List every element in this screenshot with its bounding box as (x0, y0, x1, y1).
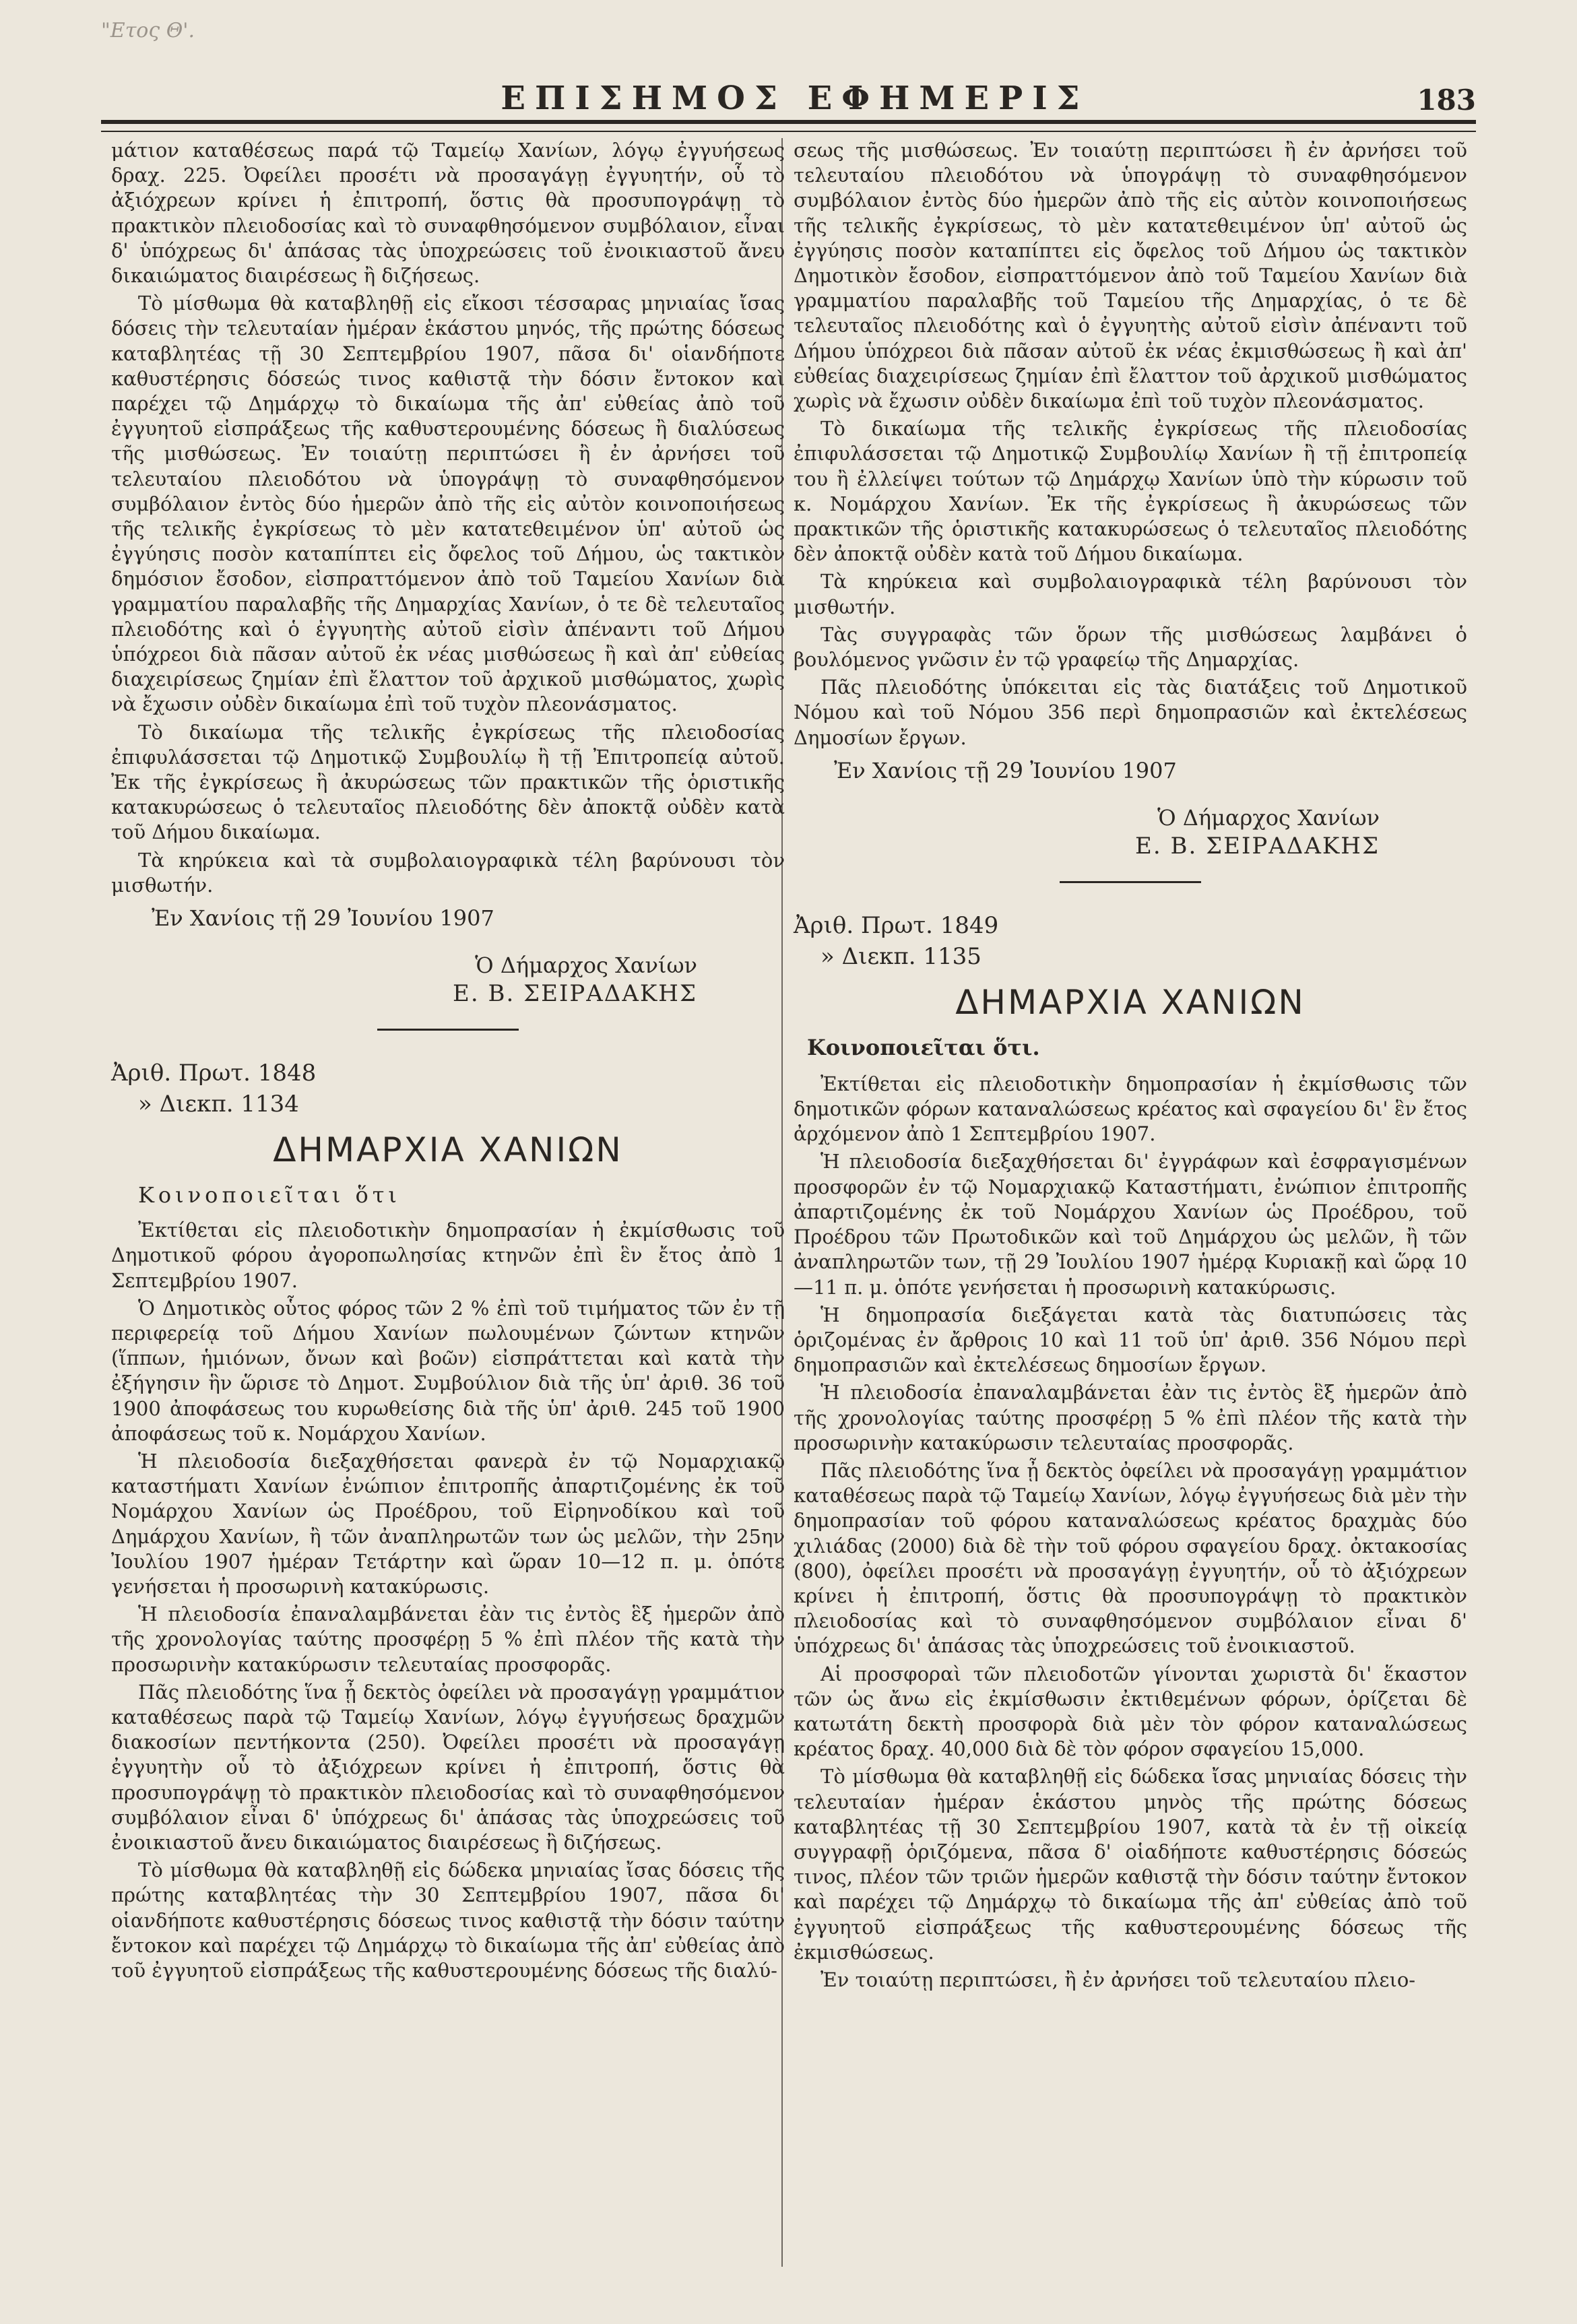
paragraph: Τὸ μίσθωμα θὰ καταβληθῇ εἰς δώδεκα ἴσας μηνιαίας δόσεις τὴν τελευταίαν ἡμέραν ἑκάστου μηνὸς τῆς πρώτης δόσεως καταβλητέας τῇ 30 Σεπτεμβρίου 1907, κατὰ τὰ ἐν τῇ οἰκείᾳ συγγραφῇ ὁριζόμενα, πᾶσα δ' οἱαδήποτε καθυστέρησις δόσεώς τινος, πλέον τῶν τριῶν ἡμερῶν καθιστᾷ τὴν δόσιν ταύτην ἔντοκον καὶ παρέχει τῷ Δημάρχῳ τὸ δικαίωμα τῆς ἀπ' εὐθείας ἀπὸ τοῦ ἐγγυητοῦ εἰσπράξεως τῆς καθυστερουμένης δόσεως τῆς ἐκμισθώσεως. (794, 1765, 1467, 1964)
notice-announcement: Κοινοποιεῖται ὅτι. (807, 1034, 1040, 1060)
paragraph: Τὸ μίσθωμα θὰ καταβληθῇ εἰς εἴκοσι τέσσαρας μηνιαίας ἴσας δόσεις τὴν τελευταίαν ἡμέραν ἑκάστου μηνός, τῆς πρώτης δόσεως καταβλητέας τῇ 30 Σεπτεμβρίου 1907, πᾶσα δι' οἱανδήποτε καθυστέρησις δόσεώς τινος καθιστᾷ τὴν δόσιν ἔντοκον καὶ παρέχει τῷ Δημάρχῳ τὸ δικαίωμα τῆς ἀπ' εὐθείας ἀπὸ τοῦ ἐγγυητοῦ εἰσπράξεως τῆς καθυστερουμένης δόσεως ἢ διαλύσεως τῆς μισθώσεως. Ἐν τοιαύτῃ περιπτώσει ἢ ἐν ἀρνήσει τοῦ τελευταίου πλειοδότου νὰ ὑπογράψῃ τὸ συναφθησόμενον συμβόλαιον ἐντὸς δύο ἡμερῶν ἀπὸ τῆς εἰς αὐτὸν κοινοποιήσεως τῆς τελικῆς ἐγκρίσεως τὸ μὲν κατατεθειμένον ὑπ' αὐτοῦ ὡς ἐγγύησις ποσὸν καταπίπτει εἰς ὄφελος τοῦ Δήμου, ὡς τακτικὸν δημόσιον ἔσοδον, εἰσπραττόμενον ἀπὸ τοῦ Ταμείου Χανίων διὰ γραμματίου παραλαβῆς τῆς Δημαρχίας Χανίων, ὁ τε δὲ τελευταῖος πλειοδότης καὶ ὁ ἐγγυητὴς αὐτοῦ εἰσὶν ἀπέναντι τοῦ Δήμου ὑπόχρεοι διὰ πᾶσαν αὐτοῦ ἐκ νέας μισθώσεως ἢ καὶ ἀπ' εὐθείας διαχειρίσεως ζημίαν ἐπὶ ἔλαττον τοῦ ἀρχικοῦ μισθώματος, χωρὶς νὰ ἔχωσιν οὐδὲν δικαίωμα ἐπὶ τοῦ τυχὸν πλεονάσματος. (111, 292, 785, 716)
signer-name: Ε. Β. ΣΕΙΡΑΔΑΚΗΣ (453, 980, 697, 1008)
right-column (794, 138, 1467, 1995)
signer-role: Ὁ Δήμαρχος Χανίων (475, 953, 697, 979)
paragraph: Ὁ Δημοτικὸς οὗτος φόρος τῶν 2 % ἐπὶ τοῦ τιμήματος τῶν ἐν τῇ περιφερείᾳ τοῦ Δήμου Χανίων πωλουμένων ζώντων κτηνῶν (ἵππων, ἡμιόνων, ὄνων καὶ βοῶν) εἰσπράττεται καὶ κατὰ τὴν ἐξήγησιν ἣν ὥρισε τὸ Δημοτ. Συμβούλιον διὰ τῆς ὑπ' ἀριθ. 36 τοῦ 1900 ἀποφάσεως του κυρωθείσης διὰ τῆς ὑπ' ἀριθ. 245 τοῦ 1900 ἀποφάσεως τοῦ κ. Νομάρχου Χανίων. (111, 1296, 785, 1445)
paragraph: Αἱ προσφοραὶ τῶν πλειοδοτῶν γίνονται χωριστὰ δι' ἕκαστον τῶν ὡς ἄνω εἰς ἐκμίσθωσιν ἐκτιθεμένων φόρων, ὁρίζεται δὲ κατωτάτη δεκτὴ προσφορὰ διὰ μὲν τὸν φόρον καταναλώσεως κρέατος δραχ. 40,000 διὰ δὲ τὸν φόρον σφαγείου 15,000. (794, 1662, 1467, 1761)
dateline: Ἐν Χανίοις τῇ 29 Ἰουνίου 1907 (834, 757, 1177, 783)
notice-heading: ΔΗΜΑΡΧΙΑ ΧΑΝΙΩΝ (955, 982, 1306, 1022)
running-head (0, 79, 1577, 120)
paragraph: Πᾶς πλειοδότης ὑπόκειται εἰς τὰς διατάξεις τοῦ Δημοτικοῦ Νόμου καὶ τοῦ Νόμου 356 περὶ δημοπρασιῶν καὶ ἐκτελέσεως Δημοσίων ἔργων. (794, 676, 1467, 749)
paragraph: Ἡ πλειοδοσία διεξαχθήσεται δι' ἐγγράφων καὶ ἐσφραγισμένων προσφορῶν ἐν τῷ Νομαρχιακῷ Καταστήματι, ἐνώπιον ἐπιτροπῆς ἀπαρτιζομένης ἐκ τοῦ Νομάρχου Χανίων ὡς Προέδρου, τοῦ Προέδρου τῶν Πρωτοδικῶν καὶ τοῦ Δημάρχου ὡς μελῶν, ἢ τῶν ἀναπληρωτῶν των, τῇ 29 Ἰουλίου 1907 ἡμέρᾳ Κυριακῇ καὶ ὥρᾳ 10—11 π. μ. ὁπότε γενήσεται ἡ προσωρινὴ κατακύρωσις. (794, 1150, 1467, 1299)
paragraph: Τὸ μίσθωμα θὰ καταβληθῇ εἰς δώδεκα μηνιαίας ἴσας δόσεις τῆς πρώτης καταβλητέας τὴν 30 Σεπτεμβρίου 1907, πᾶσα δι' οἱανδήποτε καθυστέρησις δόσεως τινος καθιστᾷ τὴν δόσιν ταύτην ἔντοκον καὶ παρέχει τῷ Δημάρχῳ τὸ δικαίωμα τῆς ἀπ' εὐθείας ἀπὸ τοῦ ἐγγυητοῦ εἰσπράξεως τῆς καθυστερουμένης δόσεως τῆς διαλύ- (111, 1859, 785, 1982)
signer-role: Ὁ Δήμαρχος Χανίων (1157, 804, 1380, 831)
signer-name: Ε. Β. ΣΕΙΡΑΔΑΚΗΣ (1135, 832, 1380, 860)
paragraph: Ἐν τοιαύτῃ περιπτώσει, ἢ ἐν ἀρνήσει τοῦ τελευταίου πλειο- (820, 1968, 1416, 1991)
paragraph: Πᾶς πλειοδότης ἵνα ᾖ δεκτὸς ὀφείλει νὰ προσαγάγῃ γραμμάτιον καταθέσεως παρὰ τῷ Ταμείῳ Χανίων, λόγῳ ἐγγυήσεως διὰ μὲν τὴν δημοπρασίαν τοῦ φόρου καταναλώσεως κρέατος δραχμὰς δύο χιλιάδας (2000) διὰ δὲ τὴν τοῦ φόρου σφαγείου δραχ. ὀκτακοσίας (800), ὀφείλει προσέτι νὰ προσαγάγῃ ἐγγυητήν, οὗ τὸ ἀξιόχρεων κρίνει ἡ ἐπιτροπή, ὅστις θὰ προσυπογράψῃ τὸ πρακτικὸν πλειοδοσίας καὶ τὸ συναφθησόμενον συμβόλαιον εἶναι δ' ὑπόχρεως δι' ἁπάσας τὰς ὑποχρεώσεις τοῦ ἐνοικιαστοῦ. (794, 1458, 1467, 1658)
paragraph: Ἡ πλειοδοσία ἐπαναλαμβάνεται ἐὰν τις ἐντὸς ἓξ ἡμερῶν ἀπὸ τῆς χρονολογίας ταύτης προσφέρῃ 5 % ἐπὶ πλέον τῆς κατὰ τὴν προσωρινὴν κατακύρωσιν τελευταίας προσφορᾶς. (111, 1603, 785, 1676)
paragraph: Τὰ κηρύκεια καὶ συμβολαιογραφικὰ τέλη βαρύνουσι τὸν μισθωτήν. (794, 570, 1467, 618)
notice-announcement: Κοινοποιεῖται ὅτι (138, 1182, 401, 1208)
notice-heading: ΔΗΜΑΡΧΙΑ ΧΑΝΙΩΝ (273, 1130, 623, 1170)
paragraph: Ἐκτίθεται εἰς πλειοδοτικὴν δημοπρασίαν ἡ ἐκμίσθωσις τοῦ Δημοτικοῦ φόρου ἀγοροπωλησίας κτηνῶν ἐπὶ ἓν ἔτος ἀπὸ 1 Σεπτεμβρίου 1907. (111, 1219, 785, 1292)
paragraph: μάτιον καταθέσεως παρά τῷ Ταμείῳ Χανίων, λόγῳ ἐγγυήσεως δραχ. 225. Ὀφείλει προσέτι νὰ προσαγάγῃ ἐγγυητήν, οὗ τὸ ἀξιόχρεων κρίνει ἡ ἐπιτροπή, ὅστις θὰ προσυπογράψῃ τὸ πρακτικὸν πλειοδοσίας καὶ τὸ συναφθησόμενον συμβόλαιον, εἶναι δ' ὑπόχρεως δι' ἁπάσας τὰς ὑποχρεώσεις τοῦ ἐνοικιαστοῦ ἄνευ δικαιώματος διαιρέσεως ἢ διζήσεως. (111, 139, 785, 288)
paragraph: Τὸ δικαίωμα τῆς τελικῆς ἐγκρίσεως τῆς πλειοδοσίας ἐπιφυλάσσεται τῷ Δημοτικῷ Συμβουλίῳ Χανίων ἢ τῇ ἐπιτροπείᾳ του ἢ ἐλλείψει τούτων τῷ Δημάρχῳ Χανίων ὑπὸ τὴν κύρωσιν τοῦ κ. Νομάρχου Χανίων. Ἐκ τῆς ἐγκρίσεως ἢ ἀκυρώσεως τῶν πρακτικῶν τῆς ὁριστικῆς κατακυρώσεως ὁ τελευταῖος πλειοδότης δὲν ἀποκτᾷ οὐδὲν κατὰ τοῦ Δήμου δικαίωμα. (794, 417, 1467, 566)
corner-note: "Ετος Θ'. (101, 19, 195, 42)
protocol-number: Ἀριθ. Πρωτ. 1848 (111, 1060, 317, 1087)
dateline: Ἐν Χανίοις τῇ 29 Ἰουνίου 1907 (152, 905, 494, 932)
paragraph: Ἐκτίθεται εἰς πλειοδοτικὴν δημοπρασίαν ἡ ἐκμίσθωσις τῶν δημοτικῶν φόρων καταναλώσεως κρέατος καὶ σφαγείου δι' ἓν ἔτος ἀρχόμενον ἀπὸ 1 Σεπτεμβρίου 1907. (794, 1072, 1467, 1146)
paragraph: Τὰς συγγραφὰς τῶν ὅρων τῆς μισθώσεως λαμβάνει ὁ βουλόμενος γνῶσιν ἐν τῷ γραφείῳ τῆς Δημαρχίας. (794, 622, 1467, 672)
dispatch-number: » Διεκπ. 1135 (820, 942, 981, 970)
newspaper-title: ΕΠΙΣΗΜΟΣ ΕΦΗΜΕΡΙΣ (501, 79, 1089, 117)
paragraph: Πᾶς πλειοδότης ἵνα ᾖ δεκτὸς ὀφείλει νὰ προσαγάγῃ γραμμάτιον καταθέσεως παρὰ τῷ Ταμείῳ Χανίων, λόγῳ ἐγγυήσεως δραχμῶν διακοσίων πεντήκοντα (250). Ὀφείλει προσέτι νὰ προσαγάγῃ ἐγγυητὴν οὗ τὸ ἀξιόχρεων κρίνει ἡ ἐπιτροπή, ὅστις θὰ προσυπογράψῃ τὸ πρακτικὸν πλειοδοσίας καὶ τὸ συναφθησόμενον συμβόλαιον εἶναι δ' ὑπόχρεως δι' ἁπάσας τὰς ὑποχρεώσεις τοῦ ἐνοικιαστοῦ ἄνευ δικαιώματος διαιρέσεως ἢ διζήσεως. (111, 1680, 785, 1854)
header-rule (101, 120, 1476, 132)
protocol-number: Ἀριθ. Πρωτ. 1849 (794, 911, 999, 939)
paragraph: Τὸ δικαίωμα τῆς τελικῆς ἐγκρίσεως τῆς πλειοδοσίας ἐπιφυλάσσεται τῷ Δημοτικῷ Συμβουλίῳ ἢ τῇ Ἐπιτροπείᾳ αὐτοῦ. Ἐκ τῆς ἐγκρίσεως ἢ ἀκυρώσεως τῶν πρακτικῶν τῆς ὁριστικῆς κατακυρώσεως ὁ τελευταῖος πλειοδότης δὲν ἀποκτᾷ οὐδὲν κατὰ τοῦ Δήμου δικαίωμα. (111, 720, 785, 844)
left-column (111, 138, 785, 1986)
separator (377, 1029, 519, 1031)
page-number: 183 (1417, 84, 1476, 117)
dispatch-number: » Διεκπ. 1134 (138, 1091, 299, 1118)
paragraph: Ἡ πλειοδοσία ἐπαναλαμβάνεται ἐὰν τις ἐντὸς ἓξ ἡμερῶν ἀπὸ τῆς χρονολογίας ταύτης προσφέρῃ 5 % ἐπὶ πλέον τῆς κατὰ τὴν προσωρινὴν κατακύρωσιν τελευταίας προσφορᾶς. (794, 1381, 1467, 1454)
separator (1060, 881, 1201, 883)
paragraph: Ἡ πλειοδοσία διεξαχθήσεται φανερὰ ἐν τῷ Νομαρχιακῷ καταστήματι Χανίων ἐνώπιον ἐπιτροπῆς ἀπαρτιζομένης ἐκ τοῦ Νομάρχου Χανίων ὡς Προέδρου, τοῦ Εἰρηνοδίκου καὶ τοῦ Δημάρχου Χανίων, ἢ τῶν ἀναπληρωτῶν των ὡς μελῶν, τὴν 25ην Ἰουλίου 1907 ἡμέραν Τετάρτην καὶ ὥραν 10—12 π. μ. ὁπότε γενήσεται ἡ προσωρινὴ κατακύρωσις. (111, 1449, 785, 1598)
paragraph: Τὰ κηρύκεια καὶ τὰ συμβολαιογραφικὰ τέλη βαρύνουσι τὸν μισθωτήν. (111, 848, 785, 897)
paragraph: σεως τῆς μισθώσεως. Ἐν τοιαύτῃ περιπτώσει ἢ ἐν ἀρνήσει τοῦ τελευταίου πλειοδότου νὰ ὑπογράψῃ τὸ συναφθησόμενον συμβόλαιον ἐντὸς δύο ἡμερῶν ἀπὸ τῆς εἰς αὐτὸν κοινοποιήσεως τῆς τελικῆς ἐγκρίσεως, τὸ μὲν κατατεθειμένον ὑπ' αὐτοῦ ὡς ἐγγύησις ποσὸν καταπίπτει εἰς ὄφελος τοῦ Δήμου ὡς τακτικὸν Δημοτικὸν ἔσοδον, εἰσπραττόμενον ἀπὸ τοῦ Ταμείου Χανίων διὰ γραμματίου παραλαβῆς τοῦ Ταμείου τῆς Δημαρχίας, ὁ τε δὲ τελευταῖος πλειοδότης καὶ ὁ ἐγγυητὴς αὐτοῦ εἰσὶν ἀπέναντι τοῦ Δήμου ὑπόχρεοι διὰ πᾶσαν αὐτοῦ ἐκ νέας ἐκμισθώσεως ἢ καὶ ἀπ' εὐθείας διαχειρίσεως ζημίαν ἐπὶ ἔλαττον τοῦ ἀρχικοῦ μισθώματος χωρὶς νὰ ἔχωσιν οὐδὲν δικαίωμα ἐπὶ τοῦ τυχὸν πλεονάσματος. (794, 139, 1467, 413)
paragraph: Ἡ δημοπρασία διεξάγεται κατὰ τὰς διατυπώσεις τὰς ὁριζομένας ἐν ἄρθροις 10 καὶ 11 τοῦ ὑπ' ἀριθ. 356 Νόμου περὶ δημοπρασιῶν καὶ ἐκτελέσεως δημοσίων ἔργων. (794, 1303, 1467, 1377)
